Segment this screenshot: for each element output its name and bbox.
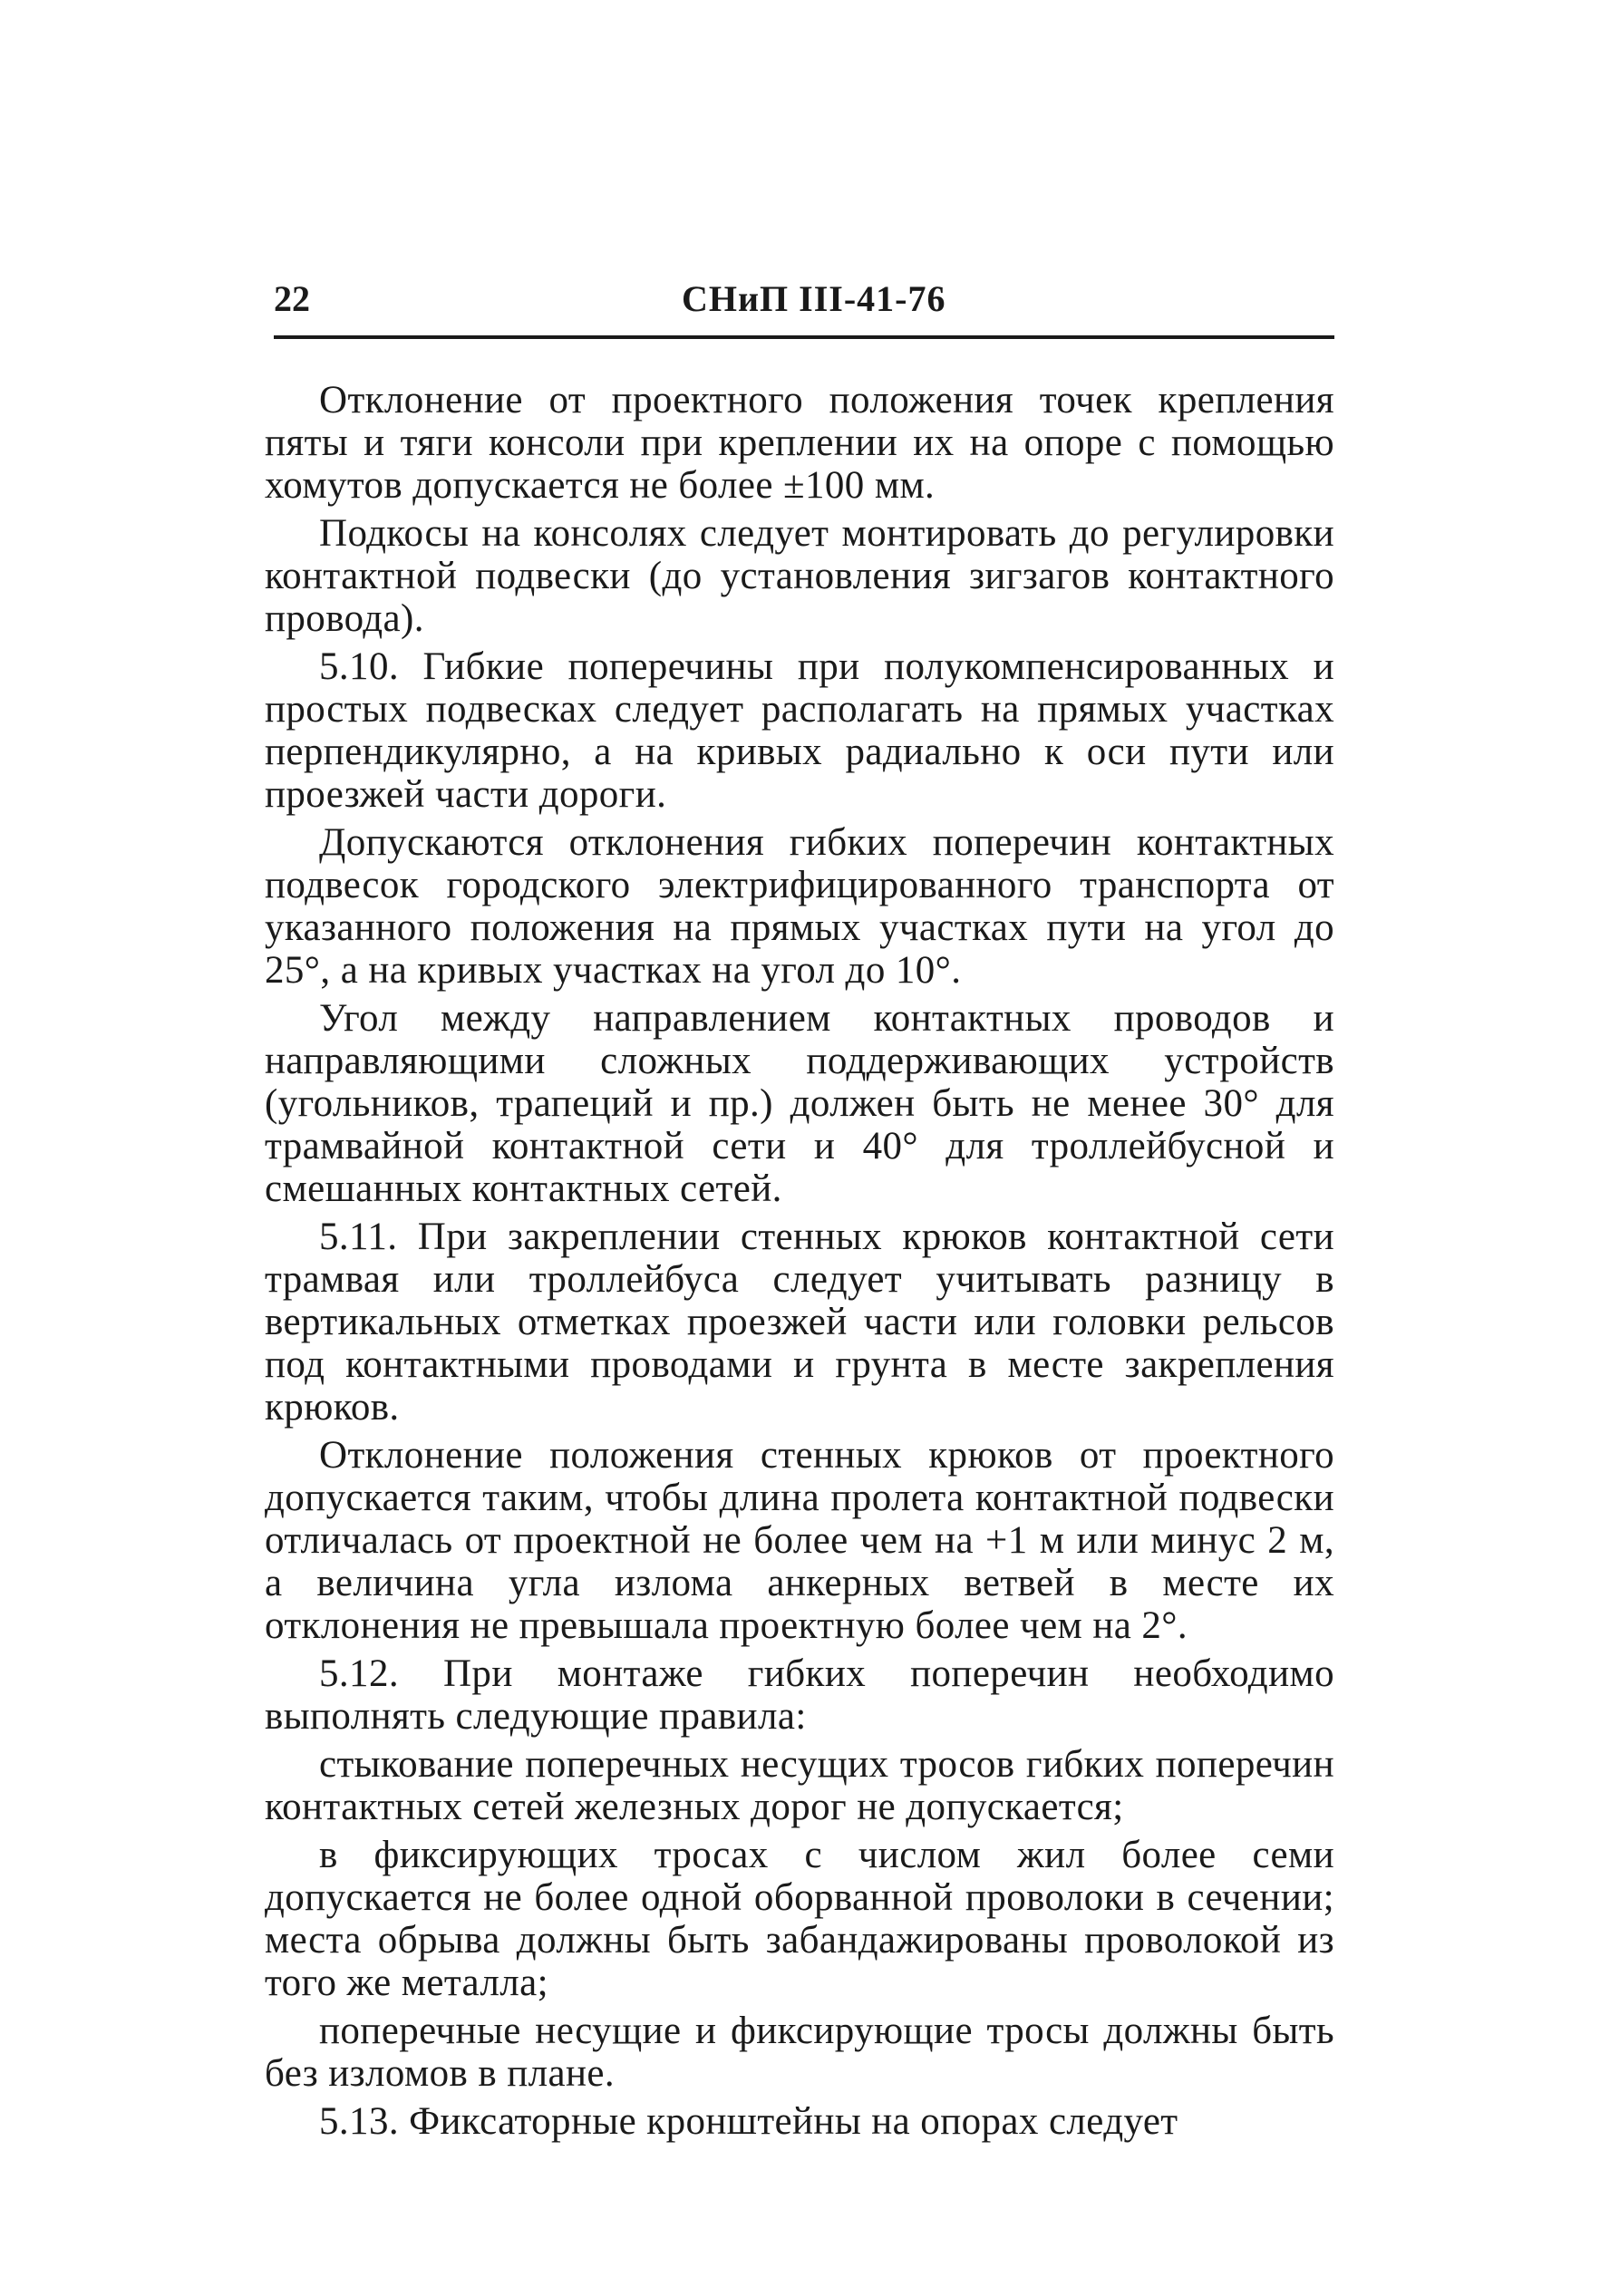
body-text <box>265 379 1334 2143</box>
paragraph-5-11: 5.11. При закреплении стенных крюков контактной сети трамвая или троллейбуса следует учитывать разницу в вертикальных отметках проезжей части или головки рельсов под контактными проводами и грунта в месте закрепления крюков. <box>265 1216 1334 1429</box>
paragraph-braces: Подкосы на консолях следует монтировать до регулировки контактной подвески (до установления зигзагов контактного провода). <box>265 512 1334 640</box>
page-number: 22 <box>274 278 310 319</box>
paragraph-angle: Угол между направлением контактных проводов и направляющими сложных поддерживающих устройств (угольников, трапеций и пр.) должен быть не менее 30° для трамвайной контактной сети и 40° для троллейбусной и смешанных контактных сетей. <box>265 997 1334 1210</box>
document-code: СНиП III-41-76 <box>682 278 946 319</box>
paragraph-5-12: 5.12. При монтаже гибких поперечин необходимо выполнять следующие правила: <box>265 1652 1334 1738</box>
paragraph-5-10: 5.10. Гибкие поперечины при полукомпенсированных и простых подвесках следует располагать на прямых участках перпендикулярно, а на кривых радиально к оси пути или проезжей части дороги. <box>265 645 1334 816</box>
header-divider <box>274 335 1334 339</box>
paragraph-hook-deviation: Отклонение положения стенных крюков от проектного допускается таким, чтобы длина пролета контактной подвески отличалась от проектной не более чем на +1 м или минус 2 м, а величина угла излома анкерных ветвей в месте их отклонения не превышала проектную более чем на 2°. <box>265 1434 1334 1647</box>
list-item-broken-wire: в фиксирующих тросах с числом жил более семи допускается не более одной оборванной проволоки в сечении; места обрыва должны быть забандажированы проволокой из того же металла; <box>265 1834 1334 2004</box>
paragraph-crossspan-deviation: Допускаются отклонения гибких поперечин контактных подвесок городского электрифицированного транспорта от указанного положения на прямых участках пути на угол до 25°, а на кривых участках на угол до 10°. <box>265 821 1334 992</box>
paragraph-hinge-deviation: Отклонение от проектного положения точек крепления пяты и тяги консоли при креплении их на опоре с помощью хомутов допускается не более ±100 мм. <box>265 379 1334 507</box>
list-item-splicing: стыкование поперечных несущих тросов гибких поперечин контактных сетей железных дорог не допускается; <box>265 1743 1334 1828</box>
running-header <box>274 276 1334 331</box>
list-item-no-kinks: поперечные несущие и фиксирующие тросы должны быть без изломов в плане. <box>265 2010 1334 2095</box>
paragraph-5-13: 5.13. Фиксаторные кронштейны на опорах следует <box>319 2100 1178 2143</box>
